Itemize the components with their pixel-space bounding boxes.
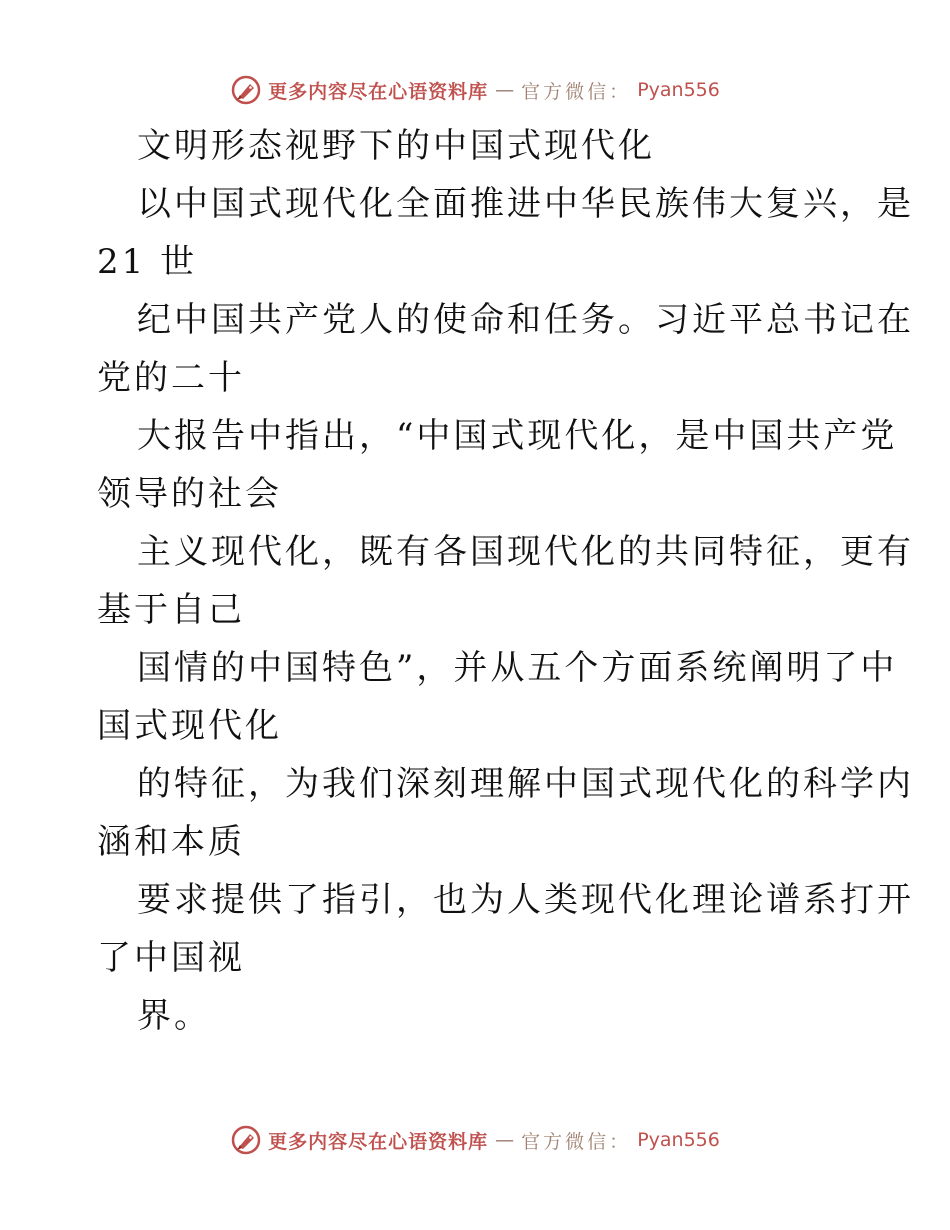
- body-line: 纪中国共产党人的使命和任务。习近平总书记在: [137, 300, 914, 340]
- document-body: [97, 117, 914, 1045]
- pen-nib-logo-icon: [230, 74, 262, 106]
- watermark-brand-text: 更多内容尽在心语资料库: [268, 80, 489, 103]
- body-line: 要求提供了指引，也为人类现代化理论谱系打开: [137, 880, 914, 920]
- watermark-inner: [230, 1124, 720, 1156]
- document-title: 文明形态视野下的中国式现代化: [137, 126, 655, 166]
- body-line: 了中国视: [97, 938, 245, 978]
- watermark-wechat-id: Pyan556: [637, 1129, 720, 1151]
- body-line: 大报告中指出，“中国式现代化，是中国共产党: [137, 416, 898, 456]
- body-line: 主义现代化，既有各国现代化的共同特征，更有: [137, 532, 914, 572]
- watermark-official-label: 官方微信：: [521, 80, 632, 103]
- watermark-dash: —: [495, 79, 515, 101]
- body-line: 国情的中国特色”，并从五个方面系统阐明了中: [137, 648, 898, 688]
- body-line: 基于自己: [97, 590, 245, 630]
- body-line: 涵和本质: [97, 822, 245, 862]
- body-line: 以中国式现代化全面推进中华民族伟大复兴，是: [137, 184, 914, 224]
- body-line: 的特征，为我们深刻理解中国式现代化的科学内: [137, 764, 914, 804]
- pen-nib-logo-icon: [230, 1124, 262, 1156]
- watermark-wechat-id: Pyan556: [637, 79, 720, 101]
- footer-watermark: [0, 1120, 950, 1160]
- header-watermark: [0, 70, 950, 110]
- body-line: 21 世: [97, 242, 198, 282]
- body-line: 领导的社会: [97, 474, 282, 514]
- watermark-dash: —: [495, 1129, 515, 1151]
- watermark-brand-text: 更多内容尽在心语资料库: [268, 1130, 489, 1153]
- watermark-inner: [230, 74, 720, 106]
- body-line: 党的二十: [97, 358, 245, 398]
- body-line: 国式现代化: [97, 706, 282, 746]
- body-line: 界。: [137, 996, 211, 1036]
- watermark-official-label: 官方微信：: [521, 1130, 632, 1153]
